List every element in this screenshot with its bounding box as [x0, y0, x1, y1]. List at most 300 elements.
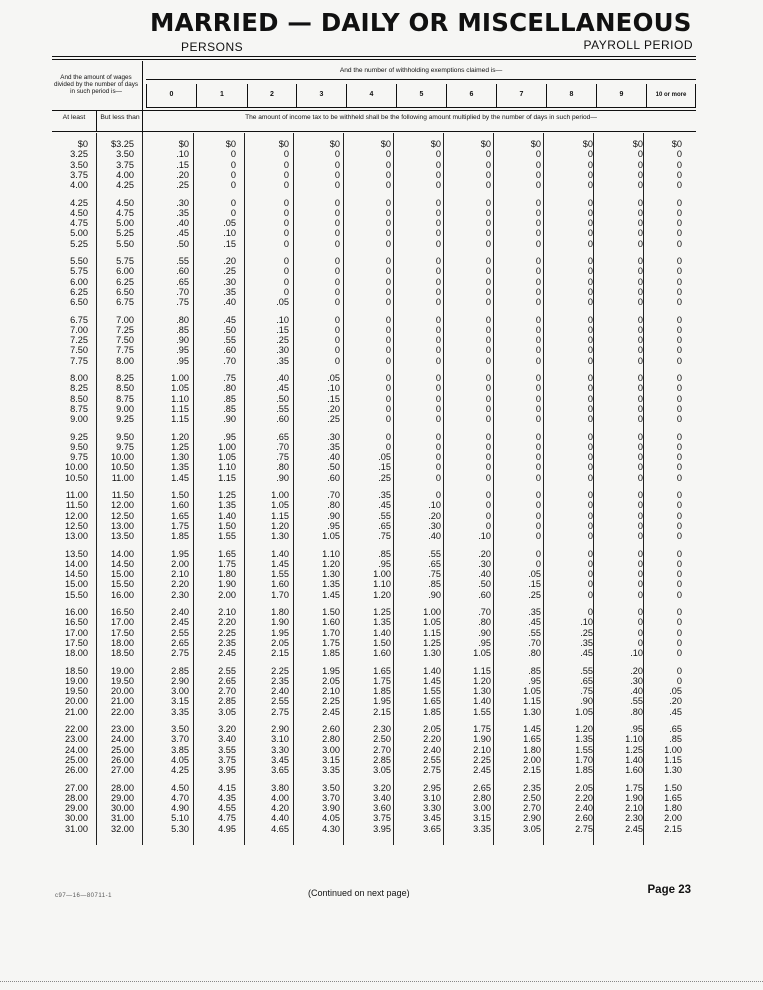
tax-amount-cell: 1.45	[523, 724, 541, 734]
tax-amount-cell: .30	[630, 675, 643, 686]
tax-amount-cell: 3.00	[171, 686, 189, 697]
tax-amount-cell: 0	[637, 579, 643, 590]
tax-amount-cell: 0	[385, 345, 391, 356]
wage-less-than-cell: 4.75	[116, 207, 134, 218]
wage-at-least-cell: 30.00	[65, 813, 88, 824]
subtitle-persons: PERSONS	[181, 40, 244, 54]
tax-amount-cell: 1.40	[473, 696, 491, 707]
tax-amount-cell: 0	[535, 159, 541, 170]
tax-amount-cell: 1.05	[523, 686, 541, 697]
tax-amount-cell: 0	[676, 558, 682, 569]
tax-amount-cell: 1.50	[171, 490, 189, 500]
tax-amount-cell: 0	[435, 373, 441, 383]
table-row	[0, 462, 763, 473]
wage-less-than-cell: 8.25	[116, 373, 134, 383]
tax-amount-cell: .10	[478, 531, 491, 542]
wage-at-least-cell: 6.00	[70, 276, 88, 287]
table-row	[0, 180, 763, 191]
tax-amount-cell: 0	[283, 197, 289, 208]
tax-amount-cell: 1.20	[373, 589, 391, 600]
tax-amount-cell: 0	[385, 276, 391, 287]
wage-less-than-cell: 24.00	[111, 734, 134, 745]
tax-amount-cell: .60	[478, 589, 491, 600]
tax-amount-cell: .85	[428, 579, 441, 590]
tax-amount-cell: 2.15	[523, 765, 541, 776]
tax-amount-cell: 0	[385, 197, 391, 208]
tax-amount-cell: 0	[637, 558, 643, 569]
tax-amount-cell: 0	[230, 180, 236, 191]
tax-amount-cell: 5.10	[171, 813, 189, 824]
tax-amount-cell: 0	[435, 256, 441, 266]
tax-amount-cell: .15	[223, 238, 236, 249]
tax-amount-cell: 1.10	[373, 579, 391, 590]
tax-amount-cell: 2.10	[171, 569, 189, 580]
table-row	[0, 149, 763, 160]
tax-amount-cell: .20	[478, 548, 491, 559]
wage-at-least-cell: 8.25	[70, 383, 88, 394]
tax-amount-cell: 2.20	[575, 792, 593, 803]
tax-amount-cell: 0	[485, 238, 491, 249]
tax-amount-cell: .20	[669, 696, 682, 707]
tax-amount-cell: .85	[378, 548, 391, 559]
tax-amount-cell: 0	[535, 403, 541, 414]
tax-amount-cell: 1.30	[271, 531, 289, 542]
tax-amount-cell: 0	[535, 441, 541, 452]
tax-amount-cell: 0	[587, 345, 593, 356]
exemption-column-header: 10 or more	[646, 84, 696, 108]
wage-at-least-cell: 31.00	[65, 823, 88, 834]
tax-amount-cell: 2.25	[473, 754, 491, 765]
wage-at-least-cell: 19.00	[65, 675, 88, 686]
wage-less-than-cell: 6.25	[116, 276, 134, 287]
tax-amount-cell: 0	[637, 373, 643, 383]
wage-less-than-cell: 13.00	[111, 520, 134, 531]
tax-amount-cell: 2.15	[373, 706, 391, 717]
exemption-column-header: 3	[296, 84, 346, 108]
tax-amount-cell: .10	[276, 314, 289, 325]
tax-amount-cell: 2.20	[171, 579, 189, 590]
table-row	[0, 356, 763, 367]
tax-amount-cell: 0	[230, 197, 236, 208]
tax-amount-cell: 0	[385, 324, 391, 335]
tax-amount-cell: 1.15	[473, 665, 491, 676]
tax-amount-cell: 1.65	[523, 734, 541, 745]
tax-amount-cell: .85	[223, 403, 236, 414]
tax-amount-cell: .85	[669, 734, 682, 745]
wage-less-than-cell: 32.00	[111, 823, 134, 834]
tax-amount-cell: 1.65	[218, 548, 236, 559]
tax-amount-cell: 1.85	[171, 531, 189, 542]
tax-amount-cell: .65	[669, 724, 682, 734]
table-row	[0, 345, 763, 356]
wage-at-least-cell: 5.75	[70, 266, 88, 277]
wage-less-than-cell: $3.25	[111, 139, 134, 149]
wage-less-than-cell: 29.00	[111, 792, 134, 803]
tax-amount-cell: 3.35	[473, 823, 491, 834]
tax-amount-cell: 0	[283, 218, 289, 229]
tax-amount-cell: .75	[176, 297, 189, 308]
tax-amount-cell: .80	[528, 648, 541, 659]
tax-amount-cell: 3.85	[171, 744, 189, 755]
wages-header: And the amount of wages divided by the number of days in such period is—	[53, 74, 138, 96]
tax-amount-cell: 0	[385, 238, 391, 249]
wage-less-than-cell: 4.00	[116, 169, 134, 180]
tax-amount-cell: 0	[637, 228, 643, 239]
wage-at-least-cell: 25.00	[65, 754, 88, 765]
tax-amount-cell: 0	[637, 393, 643, 404]
tax-amount-cell: 1.15	[271, 510, 289, 521]
tax-amount-cell: 0	[334, 228, 340, 239]
continued-note: (Continued on next page)	[308, 888, 410, 898]
tax-amount-cell: 2.55	[218, 665, 236, 676]
tax-amount-cell: 0	[283, 256, 289, 266]
tax-amount-cell: 0	[435, 345, 441, 356]
table-row	[0, 277, 763, 288]
tax-amount-cell: 0	[535, 462, 541, 473]
wage-less-than-cell: 19.00	[111, 665, 134, 676]
table-row	[0, 590, 763, 601]
tax-amount-cell: 0	[485, 335, 491, 346]
tax-amount-cell: 1.90	[473, 734, 491, 745]
table-row	[0, 666, 763, 677]
tax-amount-cell: .60	[223, 345, 236, 356]
tax-amount-cell: .50	[176, 238, 189, 249]
wage-less-than-cell: 16.50	[111, 607, 134, 617]
wage-less-than-cell: 11.00	[111, 472, 134, 483]
tax-amount-cell: 1.40	[218, 510, 236, 521]
tax-amount-cell: 1.45	[322, 589, 340, 600]
tax-amount-cell: .70	[276, 441, 289, 452]
tax-amount-cell: 1.30	[664, 765, 682, 776]
wage-at-least-cell: 7.25	[70, 335, 88, 346]
tax-amount-cell: .30	[478, 558, 491, 569]
tax-amount-cell: 4.35	[218, 792, 236, 803]
tax-amount-cell: 0	[535, 207, 541, 218]
tax-amount-cell: .40	[327, 452, 340, 463]
wage-less-than-cell: 14.00	[111, 548, 134, 559]
divider	[96, 110, 97, 132]
tax-amount-cell: .45	[528, 617, 541, 628]
tax-amount-cell: 2.25	[218, 627, 236, 638]
tax-amount-cell: 0	[676, 490, 682, 500]
wage-less-than-cell: 28.00	[111, 782, 134, 793]
tax-amount-cell: $0	[480, 139, 491, 149]
tax-amount-cell: 0	[676, 345, 682, 356]
tax-amount-cell: .80	[223, 383, 236, 394]
tax-amount-cell: 1.75	[373, 675, 391, 686]
exemption-column-header: 4	[346, 84, 396, 108]
tax-amount-cell: 0	[385, 373, 391, 383]
tax-amount-cell: .95	[378, 558, 391, 569]
tax-amount-cell: .55	[378, 510, 391, 521]
tax-amount-cell: 1.80	[664, 803, 682, 814]
tax-amount-cell: 1.55	[218, 531, 236, 542]
tax-amount-cell: 1.40	[625, 754, 643, 765]
tax-amount-cell: 0	[435, 218, 441, 229]
tax-amount-cell: 1.35	[373, 617, 391, 628]
tax-amount-cell: 4.05	[322, 813, 340, 824]
tax-amount-cell: 4.65	[271, 823, 289, 834]
tax-amount-cell: 0	[283, 286, 289, 297]
tax-amount-cell: 2.05	[271, 637, 289, 648]
tax-amount-cell: 2.85	[373, 754, 391, 765]
tax-amount-cell: 0	[587, 238, 593, 249]
tax-amount-cell: 0	[535, 355, 541, 366]
tax-amount-cell: 0	[676, 218, 682, 229]
tax-amount-cell: 3.30	[423, 803, 441, 814]
wage-at-least-cell: 7.50	[70, 345, 88, 356]
tax-amount-cell: 0	[587, 276, 593, 287]
tax-amount-cell: 0	[385, 286, 391, 297]
tax-amount-cell: .20	[223, 256, 236, 266]
tax-amount-cell: 0	[676, 462, 682, 473]
tax-amount-cell: 0	[637, 238, 643, 249]
tax-amount-cell: 2.40	[271, 686, 289, 697]
tax-amount-cell: 4.05	[171, 754, 189, 765]
tax-amount-cell: 0	[535, 431, 541, 442]
tax-amount-cell: 0	[435, 431, 441, 442]
tax-amount-cell: 1.40	[423, 665, 441, 676]
tax-amount-cell: 0	[435, 169, 441, 180]
tax-amount-cell: 0	[385, 403, 391, 414]
tax-amount-cell: 0	[334, 297, 340, 308]
tax-amount-cell: 0	[435, 297, 441, 308]
wage-at-least-cell: 18.00	[65, 648, 88, 659]
tax-amount-cell: .50	[276, 393, 289, 404]
tax-amount-cell: 0	[637, 462, 643, 473]
form-code: c97—16—80711-1	[55, 893, 112, 899]
tax-amount-cell: 3.15	[171, 696, 189, 707]
tax-amount-cell: 0	[435, 490, 441, 500]
tax-amount-cell: 0	[637, 256, 643, 266]
tax-amount-cell: 1.10	[322, 548, 340, 559]
tax-amount-cell: 0	[283, 149, 289, 160]
tax-amount-cell: .45	[669, 706, 682, 717]
tax-amount-cell: 0	[637, 490, 643, 500]
tax-amount-cell: 1.05	[322, 531, 340, 542]
tax-amount-cell: 0	[535, 149, 541, 160]
tax-amount-cell: 0	[676, 149, 682, 160]
tax-amount-cell: 1.50	[664, 782, 682, 793]
tax-amount-cell: 0	[535, 490, 541, 500]
table-row	[0, 824, 763, 835]
tax-amount-cell: .25	[276, 335, 289, 346]
tax-amount-cell: 0	[535, 500, 541, 511]
tax-amount-cell: 0	[485, 393, 491, 404]
exemption-column-header: 0	[146, 84, 196, 108]
tax-amount-cell: 4.95	[218, 823, 236, 834]
wage-at-least-cell: 4.00	[70, 180, 88, 191]
tax-amount-cell: 1.15	[423, 627, 441, 638]
tax-amount-cell: 0	[676, 414, 682, 425]
tax-amount-cell: 2.45	[322, 706, 340, 717]
wage-at-least-cell: 11.00	[65, 490, 88, 500]
tax-amount-cell: 2.85	[171, 665, 189, 676]
tax-amount-cell: 1.80	[523, 744, 541, 755]
tax-amount-cell: 0	[334, 266, 340, 277]
tax-amount-cell: 1.30	[322, 569, 340, 580]
tax-amount-cell: 0	[637, 414, 643, 425]
tax-amount-cell: 0	[485, 256, 491, 266]
tax-amount-cell: 0	[676, 589, 682, 600]
tax-amount-cell: 0	[535, 452, 541, 463]
tax-amount-cell: 0	[435, 383, 441, 394]
tax-amount-cell: 0	[485, 266, 491, 277]
tax-amount-cell: 0	[535, 266, 541, 277]
tax-amount-cell: .85	[176, 324, 189, 335]
tax-amount-cell: .35	[276, 355, 289, 366]
tax-amount-cell: 0	[485, 490, 491, 500]
tax-amount-cell: 0	[535, 548, 541, 559]
tax-amount-cell: 0	[435, 314, 441, 325]
tax-amount-cell: 1.70	[271, 589, 289, 600]
tax-amount-cell: 0	[230, 159, 236, 170]
table-row	[0, 569, 763, 580]
tax-amount-cell: 0	[334, 180, 340, 191]
table-row	[0, 452, 763, 463]
wage-at-least-cell: 22.00	[65, 724, 88, 734]
tax-amount-cell: 0	[587, 452, 593, 463]
tax-amount-cell: 0	[334, 286, 340, 297]
tax-amount-cell: $0	[329, 139, 340, 149]
tax-amount-cell: 0	[637, 383, 643, 394]
tax-amount-cell: 3.95	[218, 765, 236, 776]
wage-at-least-cell: 21.00	[65, 706, 88, 717]
tax-amount-cell: 1.30	[171, 452, 189, 463]
tax-amount-cell: 0	[535, 286, 541, 297]
wage-less-than-cell: 4.25	[116, 180, 134, 191]
tax-amount-cell: 0	[385, 383, 391, 394]
tax-amount-cell: 2.35	[218, 637, 236, 648]
tax-amount-cell: 1.25	[373, 607, 391, 617]
wage-less-than-cell: 7.25	[116, 324, 134, 335]
tax-amount-cell: 0	[485, 403, 491, 414]
tax-amount-cell: 0	[485, 373, 491, 383]
tax-amount-cell: 0	[485, 355, 491, 366]
table-row	[0, 432, 763, 443]
tax-amount-cell: 1.85	[575, 765, 593, 776]
tax-amount-cell: 0	[637, 617, 643, 628]
tax-amount-cell: 0	[283, 238, 289, 249]
tax-amount-cell: 0	[587, 472, 593, 483]
table-row	[0, 490, 763, 501]
tax-amount-cell: 0	[535, 472, 541, 483]
tax-amount-cell: 2.10	[473, 744, 491, 755]
wage-at-least-cell: 5.25	[70, 238, 88, 249]
tax-amount-cell: 3.20	[218, 724, 236, 734]
wage-at-least-cell: 14.00	[65, 558, 88, 569]
tax-amount-cell: 0	[587, 197, 593, 208]
wage-at-least-cell: 7.00	[70, 324, 88, 335]
wage-at-least-cell: 6.75	[70, 314, 88, 325]
tax-amount-cell: 0	[676, 256, 682, 266]
tax-amount-cell: 0	[535, 531, 541, 542]
wage-at-least-cell: 8.75	[70, 403, 88, 414]
table-row	[0, 256, 763, 267]
tax-amount-cell: 0	[283, 159, 289, 170]
tax-amount-cell: 0	[676, 627, 682, 638]
tax-amount-cell: 0	[676, 314, 682, 325]
tax-amount-cell: 2.85	[218, 696, 236, 707]
tax-amount-cell: 0	[485, 314, 491, 325]
tax-amount-cell: 1.45	[171, 472, 189, 483]
tax-amount-cell: 0	[676, 335, 682, 346]
wage-less-than-cell: 16.00	[111, 589, 134, 600]
tax-amount-cell: 3.45	[271, 754, 289, 765]
amount-header: The amount of income tax to be withheld shall be the following amount multiplied by the number of days in such period—	[245, 114, 597, 121]
wage-less-than-cell: 7.75	[116, 345, 134, 356]
tax-amount-cell: 0	[385, 159, 391, 170]
table-row	[0, 707, 763, 718]
wage-at-least-cell: 9.75	[70, 452, 88, 463]
wage-at-least-cell: 13.00	[65, 531, 88, 542]
wage-at-least-cell: 18.50	[65, 665, 88, 676]
tax-amount-cell: 0	[676, 373, 682, 383]
tax-amount-cell: 1.15	[523, 696, 541, 707]
wage-less-than-cell: 5.25	[116, 228, 134, 239]
tax-amount-cell: 2.90	[271, 724, 289, 734]
tax-amount-cell: 0	[334, 169, 340, 180]
wage-at-least-cell: 26.00	[65, 765, 88, 776]
tax-amount-cell: 1.35	[575, 734, 593, 745]
tax-amount-cell: 0	[637, 345, 643, 356]
tax-amount-cell: 0	[435, 149, 441, 160]
tax-amount-cell: 0	[637, 266, 643, 277]
tax-amount-cell: .70	[223, 355, 236, 366]
tax-amount-cell: 1.25	[423, 637, 441, 648]
tax-amount-cell: 1.70	[575, 754, 593, 765]
tax-amount-cell: .95	[176, 345, 189, 356]
tax-amount-cell: 1.90	[271, 617, 289, 628]
tax-amount-cell: 2.70	[373, 744, 391, 755]
tax-amount-cell: .55	[276, 403, 289, 414]
tax-amount-cell: 0	[334, 197, 340, 208]
wage-at-least-cell: 15.50	[65, 589, 88, 600]
wage-at-least-cell: 12.50	[65, 520, 88, 531]
tax-amount-cell: 0	[587, 228, 593, 239]
tax-amount-cell: 3.10	[423, 792, 441, 803]
tax-amount-cell: 3.10	[271, 734, 289, 745]
tax-amount-cell: 0	[587, 218, 593, 229]
tax-amount-cell: .60	[276, 414, 289, 425]
tax-amount-cell: 0	[587, 510, 593, 521]
tax-amount-cell: 0	[587, 286, 593, 297]
tax-amount-cell: 0	[385, 393, 391, 404]
tax-amount-cell: 1.95	[373, 696, 391, 707]
tax-amount-cell: 2.95	[423, 782, 441, 793]
tax-amount-cell: 0	[676, 472, 682, 483]
wage-less-than-cell: 20.00	[111, 686, 134, 697]
tax-amount-cell: 0	[587, 500, 593, 511]
tax-amount-cell: 1.15	[171, 403, 189, 414]
tax-amount-cell: .40	[478, 569, 491, 580]
tax-amount-cell: 0	[535, 238, 541, 249]
tax-amount-cell: 0	[485, 500, 491, 511]
tax-amount-cell: 2.20	[423, 734, 441, 745]
table-row	[0, 500, 763, 511]
tax-amount-cell: 1.00	[373, 569, 391, 580]
tax-amount-cell: 0	[637, 180, 643, 191]
page-number: Page 23	[647, 884, 691, 896]
tax-amount-cell: 1.70	[322, 627, 340, 638]
tax-amount-cell: 1.40	[373, 627, 391, 638]
tax-amount-cell: 0	[435, 159, 441, 170]
tax-amount-cell: 0	[587, 324, 593, 335]
tax-amount-cell: 2.35	[271, 675, 289, 686]
tax-amount-cell: 1.60	[322, 617, 340, 628]
tax-amount-cell: 0	[587, 297, 593, 308]
tax-amount-cell: 0	[587, 180, 593, 191]
